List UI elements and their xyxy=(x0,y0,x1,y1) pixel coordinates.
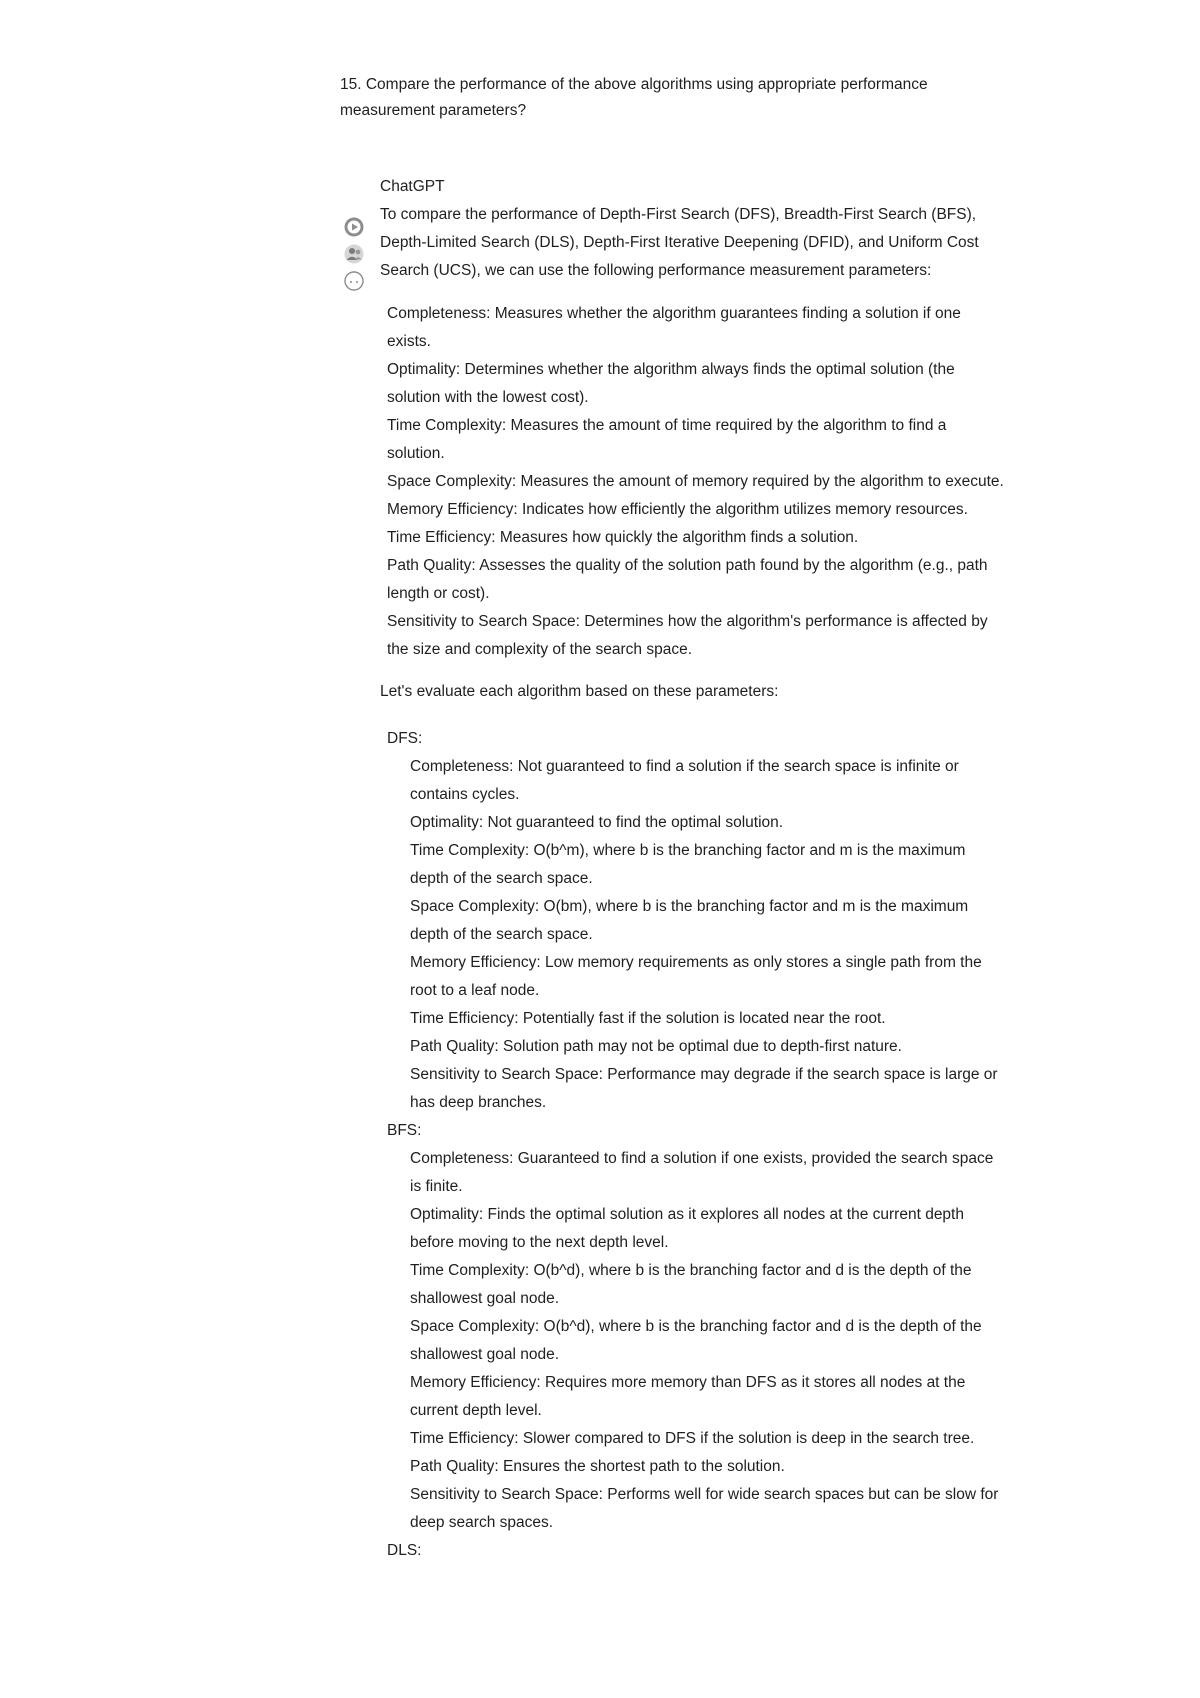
algorithm-section-bfs xyxy=(387,1117,1005,1537)
chatgpt-answer xyxy=(380,173,1005,1565)
parameter-item: Completeness: Measures whether the algorithm guarantees finding a solution if one exists. xyxy=(387,305,961,350)
evaluate-intro: Let's evaluate each algorithm based on these parameters: xyxy=(380,683,779,700)
detail-item: Completeness: Guaranteed to find a solution if one exists, provided the search space is finite. xyxy=(410,1150,994,1195)
parameters-list xyxy=(387,300,1005,664)
detail-item: Time Efficiency: Slower compared to DFS if the solution is deep in the search tree. xyxy=(410,1430,975,1447)
detail-item: Memory Efficiency: Low memory requirements as only stores a single path from the root to a leaf node. xyxy=(410,954,982,999)
detail-item: Optimality: Not guaranteed to find the optimal solution. xyxy=(410,814,784,831)
parameter-item: Time Complexity: Measures the amount of time required by the algorithm to find a solution. xyxy=(387,417,947,462)
author-label: ChatGPT xyxy=(380,178,445,195)
detail-item: Time Complexity: O(b^d), where b is the branching factor and d is the depth of the shallowest goal node. xyxy=(410,1262,972,1307)
detail-item: Space Complexity: O(b^d), where b is the branching factor and d is the depth of the shallowest goal node. xyxy=(410,1318,982,1363)
users-icon[interactable] xyxy=(343,243,365,265)
algorithm-section-dfs xyxy=(387,725,1005,1117)
detail-item: Space Complexity: O(bm), where b is the branching factor and m is the maximum depth of the search space. xyxy=(410,898,969,943)
detail-item: Memory Efficiency: Requires more memory than DFS as it stores all nodes at the current depth level. xyxy=(410,1374,966,1419)
algorithms-list xyxy=(387,725,1005,1565)
detail-item: Path Quality: Solution path may not be optimal due to depth-first nature. xyxy=(410,1038,902,1055)
question-text: 15. Compare the performance of the above algorithms using appropriate performance measurement parameters? xyxy=(340,76,928,119)
detail-item: Sensitivity to Search Space: Performance may degrade if the search space is large or has deep branches. xyxy=(410,1066,998,1111)
clock-icon[interactable] xyxy=(343,270,365,292)
algorithm-name: DFS: xyxy=(387,730,423,747)
parameter-item: Memory Efficiency: Indicates how efficiently the algorithm utilizes memory resources. xyxy=(387,501,968,518)
intro-paragraph: To compare the performance of Depth-First Search (DFS), Breadth-First Search (BFS), Depth-Limited Search (DLS), Depth-First Iterative Deepening (DFID), and Uniform Cost Search (UCS), we can use the following performance measurement parameters: xyxy=(380,206,979,279)
algorithm-name: DLS: xyxy=(387,1542,422,1559)
algorithm-section-dls xyxy=(387,1537,1005,1565)
parameter-item: Path Quality: Assesses the quality of the solution path found by the algorithm (e.g., path length or cost). xyxy=(387,557,988,602)
parameter-item: Optimality: Determines whether the algorithm always finds the optimal solution (the solution with the lowest cost). xyxy=(387,361,955,406)
detail-item: Sensitivity to Search Space: Performs well for wide search spaces but can be slow for deep search spaces. xyxy=(410,1486,999,1531)
algorithm-details xyxy=(410,753,1005,1117)
parameter-item: Sensitivity to Search Space: Determines how the algorithm's performance is affected by the size and complexity of the search space. xyxy=(387,613,988,658)
algorithm-details xyxy=(410,1145,1005,1537)
detail-item: Path Quality: Ensures the shortest path to the solution. xyxy=(410,1458,785,1475)
detail-item: Time Efficiency: Potentially fast if the solution is located near the root. xyxy=(410,1010,886,1027)
parameter-item: Time Efficiency: Measures how quickly the algorithm finds a solution. xyxy=(387,529,859,546)
detail-item: Completeness: Not guaranteed to find a solution if the search space is infinite or contains cycles. xyxy=(410,758,959,803)
play-circle-icon[interactable] xyxy=(343,216,365,238)
parameter-item: Space Complexity: Measures the amount of memory required by the algorithm to execute. xyxy=(387,473,1004,490)
detail-item: Optimality: Finds the optimal solution as it explores all nodes at the current depth before moving to the next depth level. xyxy=(410,1206,964,1251)
side-icons xyxy=(343,216,369,297)
detail-item: Time Complexity: O(b^m), where b is the branching factor and m is the maximum depth of the search space. xyxy=(410,842,966,887)
algorithm-name: BFS: xyxy=(387,1122,422,1139)
